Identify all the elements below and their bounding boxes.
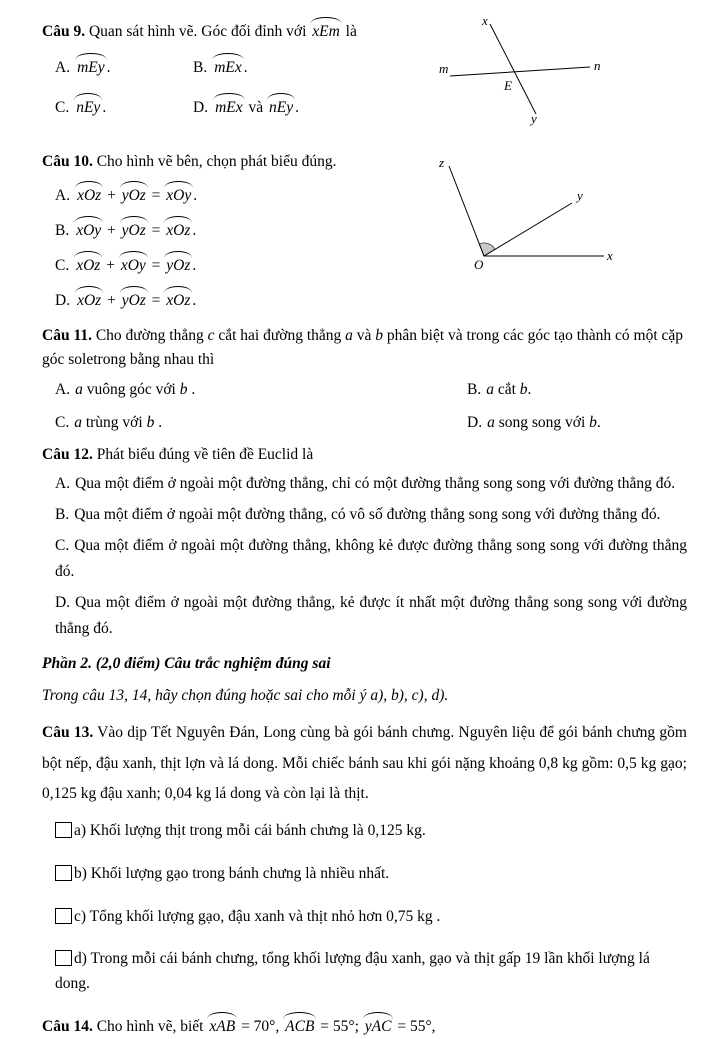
angle-name: xOy	[119, 254, 148, 278]
angle-name: xOz	[75, 184, 103, 208]
option-b: B. Qua một điểm ở ngoài một đường thẳng, có vô số đường thẳng song song với đường thẳng đó.	[55, 506, 661, 524]
option-a: A. mEy .	[55, 56, 193, 80]
question-14-label: Câu 14.	[42, 1018, 93, 1036]
option-c: C. xOz + xOy = yOz .	[55, 254, 382, 278]
statement-b: b) Khối lượng gạo trong bánh chưng là nhiều nhất.	[55, 862, 687, 887]
question-14-stem: Câu 14. Cho hình vẽ, biết xAB = 70°, ACB = 55°; yAC = 55°,	[42, 1015, 687, 1039]
figure-q9-intersecting-lines	[438, 12, 606, 124]
question-11	[42, 324, 687, 435]
option-c: C. nEy .	[55, 96, 193, 120]
angle-name: mEx	[212, 56, 244, 80]
question-11-label: Câu 11.	[42, 327, 92, 345]
question-9-label: Câu 9.	[42, 23, 86, 40]
fig9-label-x: x	[482, 13, 488, 28]
option-d: D. Qua một điểm ở ngoài một đường thẳng, kẻ được ít nhất một đường thẳng song song với đường thẳng đó.	[55, 594, 687, 638]
part2-subheading: Trong câu 13, 14, hãy chọn đúng hoặc sai cho mỗi ý a), b), c), d).	[42, 687, 449, 705]
angle-name: nEy	[267, 96, 295, 120]
angle-name: xOz	[74, 254, 102, 278]
answer-checkbox-c[interactable]	[55, 908, 72, 924]
angle-name: xOy	[74, 219, 103, 243]
answer-checkbox-b[interactable]	[55, 865, 72, 881]
option-b: B. a cắt b.	[467, 381, 532, 399]
angle-name: yAC	[363, 1015, 394, 1039]
angle-name: xEm	[310, 20, 342, 44]
answer-checkbox-a[interactable]	[55, 822, 72, 838]
option-c: C. a trùng với b .	[55, 414, 163, 432]
angle-name: xOz	[164, 289, 192, 313]
question-9-options	[42, 56, 382, 120]
option-d: D. xOz + yOz = xOz .	[55, 289, 382, 313]
angle-name: xAB	[207, 1015, 237, 1039]
question-12-options	[42, 471, 687, 642]
question-11-options	[42, 378, 687, 435]
option-a: A. a vuông góc với b .	[55, 381, 196, 399]
option-b: B. xOy + yOz = xOz .	[55, 219, 382, 243]
question-12	[42, 443, 687, 642]
angle-name: yOz	[164, 254, 192, 278]
angle-name: yOz	[120, 219, 148, 243]
option-d: D. mEx và nEy .	[193, 96, 382, 120]
question-12-stem: Câu 12. Phát biểu đúng về tiên đề Euclid là	[42, 446, 314, 464]
fig9-label-m: m	[439, 61, 449, 76]
question-13-stem: Câu 13. Vào dịp Tết Nguyên Đán, Long cùng bà gói bánh chưng. Nguyên liệu để gói bánh chưng gồm bột nếp, đậu xanh, thịt lợn và lá dong. Mỗi chiếc bánh sau khi gói nặng khoảng 0,8 kg gồm: 0,5 kg gạo; 0,125 kg đậu xanh; 0,04 kg lá dong và còn lại là thịt.	[42, 724, 687, 802]
angle-name: nEy	[74, 96, 102, 120]
fig10-label-y: y	[577, 188, 583, 203]
option-a: A. Qua một điểm ở ngoài một đường thẳng, chỉ có một đường thẳng song song với đường thẳng đó.	[55, 475, 676, 493]
question-11-stem: Câu 11. Cho đường thẳng c cắt hai đường thẳng a và b phân biệt và trong các góc tạo thành có một cặp góc soletrong bằng nhau thì	[42, 327, 684, 369]
fig10-label-O: O	[474, 257, 484, 272]
figure-q10-angle-rays	[436, 156, 616, 271]
angle-name: yOz	[120, 289, 148, 313]
fig10-label-x: x	[607, 248, 613, 263]
option-b: B. mEx .	[193, 56, 382, 80]
question-10-label: Câu 10.	[42, 153, 93, 170]
fig9-label-n: n	[594, 58, 601, 73]
fig9-label-y: y	[531, 111, 537, 126]
angle-name: xOz	[75, 289, 103, 313]
statement-c: c) Tổng khối lượng gạo, đậu xanh và thịt nhỏ hơn 0,75 kg .	[55, 905, 687, 930]
angle-name: xOy	[164, 184, 193, 208]
fig10-label-z: z	[439, 155, 445, 170]
angle-name: xOz	[164, 219, 192, 243]
question-10-stem: Câu 10. Cho hình vẽ bên, chọn phát biểu đúng.	[42, 153, 337, 170]
option-c: C. Qua một điểm ở ngoài một đường thẳng, không kẻ được đường thẳng song song với đường thẳng đó.	[55, 537, 687, 581]
option-d: D. a song song với b.	[467, 414, 601, 432]
question-13	[42, 718, 687, 997]
question-12-label: Câu 12.	[42, 446, 93, 464]
fig9-label-E: E	[504, 78, 512, 93]
question-13-label: Câu 13.	[42, 724, 94, 742]
question-14	[42, 1015, 687, 1039]
answer-checkbox-d[interactable]	[55, 950, 72, 966]
angle-name: mEy	[75, 56, 107, 80]
angle-name: yOz	[120, 184, 148, 208]
question-10-options	[42, 184, 382, 313]
option-a: A. xOz + yOz = xOy .	[55, 184, 382, 208]
angle-name: ACB	[283, 1015, 316, 1039]
question-9-stem: Câu 9. Quan sát hình vẽ. Góc đối đỉnh với xEm là	[42, 20, 687, 44]
angle-name: mEx	[213, 96, 245, 120]
statement-d: d) Trong mỗi cái bánh chưng, tổng khối lượng đậu xanh, gạo và thịt gấp 19 lần khối lượng lá dong.	[55, 950, 650, 993]
statement-a: a) Khối lượng thịt trong mỗi cái bánh chưng là 0,125 kg.	[55, 819, 687, 844]
part2-heading: Phần 2. (2,0 điểm) Câu trắc nghiệm đúng sai	[42, 655, 331, 673]
